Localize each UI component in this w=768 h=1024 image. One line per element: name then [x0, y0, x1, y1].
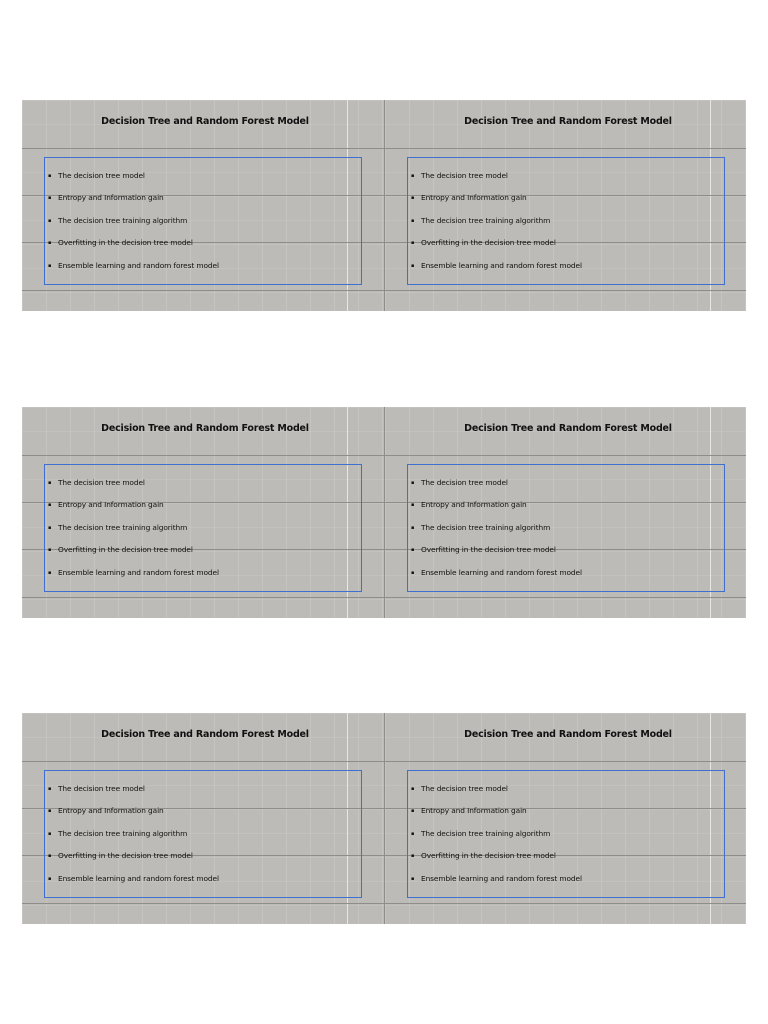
bullet-text: The decision tree model	[421, 478, 508, 487]
bullet-item	[411, 545, 582, 567]
slide-background-line	[385, 903, 746, 904]
bullet-text: The decision tree model	[421, 171, 508, 180]
square-bullet-icon: ▪	[48, 502, 52, 509]
slide-background-line	[22, 148, 384, 149]
bullet-item	[411, 478, 582, 500]
bullet-list	[48, 784, 219, 896]
bullet-item	[411, 216, 582, 238]
bullet-text: The decision tree model	[58, 171, 145, 180]
slide-background-line	[385, 597, 746, 598]
bullet-item	[411, 784, 582, 806]
bullet-text: Entropy and Information gain	[421, 500, 527, 510]
bullet-text: Overfitting in the decision tree model	[58, 545, 193, 555]
square-bullet-icon: ▪	[48, 195, 52, 202]
bullet-item	[48, 568, 219, 590]
square-bullet-icon: ▪	[48, 217, 52, 224]
slide-thumbnail	[384, 100, 746, 311]
slide-title: Decision Tree and Random Forest Model	[101, 423, 309, 434]
bullet-item	[48, 238, 219, 260]
square-bullet-icon: ▪	[411, 786, 415, 792]
bullet-item	[48, 545, 219, 567]
bullet-list	[48, 478, 219, 590]
square-bullet-icon: ▪	[48, 569, 52, 576]
bullet-item	[48, 171, 219, 193]
slide-content-box	[44, 770, 362, 898]
square-bullet-icon: ▪	[411, 262, 415, 269]
bullet-item	[411, 193, 582, 215]
bullet-item	[411, 829, 582, 851]
slide-row	[22, 100, 746, 311]
bullet-text: Ensemble learning and random forest model	[58, 567, 219, 577]
bullet-text: The decision tree training algorithm	[421, 215, 551, 225]
slide-content-box	[407, 464, 725, 592]
slide-content-box	[407, 157, 725, 285]
bullet-item	[411, 851, 582, 873]
square-bullet-icon: ▪	[411, 853, 415, 860]
slide-content-box	[44, 157, 362, 285]
slide-title: Decision Tree and Random Forest Model	[464, 729, 672, 740]
slide-thumbnail	[22, 100, 384, 311]
bullet-text: Entropy and Information gain	[58, 500, 164, 510]
square-bullet-icon: ▪	[48, 786, 52, 792]
square-bullet-icon: ▪	[48, 808, 52, 815]
bullet-text: The decision tree training algorithm	[58, 828, 188, 838]
bullet-text: The decision tree model	[58, 478, 145, 487]
bullet-item	[48, 784, 219, 806]
slide-row	[22, 407, 746, 618]
bullet-text: The decision tree model	[421, 784, 508, 793]
bullet-item	[48, 478, 219, 500]
square-bullet-icon: ▪	[411, 173, 415, 179]
slide-title: Decision Tree and Random Forest Model	[464, 116, 672, 127]
bullet-list	[48, 171, 219, 283]
slide-title: Decision Tree and Random Forest Model	[101, 116, 309, 127]
square-bullet-icon: ▪	[411, 240, 415, 247]
bullet-text: The decision tree training algorithm	[421, 522, 551, 532]
square-bullet-icon: ▪	[48, 173, 52, 179]
square-bullet-icon: ▪	[48, 853, 52, 860]
slide-content-box	[407, 770, 725, 898]
slide-content-box	[44, 464, 362, 592]
bullet-item	[411, 261, 582, 283]
square-bullet-icon: ▪	[411, 830, 415, 837]
square-bullet-icon: ▪	[411, 195, 415, 202]
slide-background-line	[385, 290, 746, 291]
slide-background-line	[22, 455, 384, 456]
bullet-item	[48, 216, 219, 238]
bullet-item	[48, 851, 219, 873]
bullet-text: Overfitting in the decision tree model	[421, 545, 556, 555]
square-bullet-icon: ▪	[411, 502, 415, 509]
square-bullet-icon: ▪	[411, 217, 415, 224]
bullet-item	[48, 523, 219, 545]
bullet-item	[48, 500, 219, 522]
bullet-text: The decision tree training algorithm	[58, 522, 188, 532]
square-bullet-icon: ▪	[48, 875, 52, 882]
bullet-item	[48, 829, 219, 851]
bullet-text: Entropy and Information gain	[58, 193, 164, 203]
bullet-text: Entropy and Information gain	[421, 193, 527, 203]
square-bullet-icon: ▪	[48, 480, 52, 486]
bullet-item	[411, 806, 582, 828]
slide-background-line	[385, 455, 746, 456]
slide-background-line	[385, 761, 746, 762]
bullet-item	[411, 171, 582, 193]
bullet-text: Overfitting in the decision tree model	[58, 851, 193, 861]
square-bullet-icon: ▪	[48, 547, 52, 554]
slide-title: Decision Tree and Random Forest Model	[101, 729, 309, 740]
bullet-text: The decision tree training algorithm	[58, 215, 188, 225]
bullet-item	[48, 874, 219, 896]
bullet-item	[411, 238, 582, 260]
square-bullet-icon: ▪	[48, 262, 52, 269]
bullet-item	[411, 500, 582, 522]
slide-thumbnail	[384, 407, 746, 618]
bullet-item	[411, 523, 582, 545]
slide-background-line	[22, 761, 384, 762]
slide-background-line	[22, 597, 384, 598]
bullet-list	[411, 478, 582, 590]
bullet-list	[411, 784, 582, 896]
slide-thumbnail	[22, 407, 384, 618]
square-bullet-icon: ▪	[411, 547, 415, 554]
bullet-text: Overfitting in the decision tree model	[421, 238, 556, 248]
square-bullet-icon: ▪	[48, 830, 52, 837]
slide-background-line	[22, 290, 384, 291]
bullet-item	[48, 193, 219, 215]
bullet-text: The decision tree training algorithm	[421, 828, 551, 838]
bullet-text: Entropy and Information gain	[58, 806, 164, 816]
slide-title: Decision Tree and Random Forest Model	[464, 423, 672, 434]
bullet-text: Overfitting in the decision tree model	[421, 851, 556, 861]
square-bullet-icon: ▪	[48, 524, 52, 531]
square-bullet-icon: ▪	[411, 808, 415, 815]
bullet-text: Ensemble learning and random forest model	[58, 873, 219, 883]
bullet-item	[411, 568, 582, 590]
slide-background-line	[385, 148, 746, 149]
bullet-text: Entropy and Information gain	[421, 806, 527, 816]
bullet-text: Ensemble learning and random forest model	[421, 873, 582, 883]
bullet-text: Ensemble learning and random forest model	[58, 260, 219, 270]
bullet-text: Ensemble learning and random forest model	[421, 260, 582, 270]
bullet-text: Overfitting in the decision tree model	[58, 238, 193, 248]
bullet-item	[48, 261, 219, 283]
slide-background-line	[22, 903, 384, 904]
square-bullet-icon: ▪	[411, 569, 415, 576]
bullet-text: Ensemble learning and random forest model	[421, 567, 582, 577]
square-bullet-icon: ▪	[48, 240, 52, 247]
bullet-item	[411, 874, 582, 896]
square-bullet-icon: ▪	[411, 524, 415, 531]
slide-thumbnail	[22, 713, 384, 924]
square-bullet-icon: ▪	[411, 875, 415, 882]
bullet-item	[48, 806, 219, 828]
square-bullet-icon: ▪	[411, 480, 415, 486]
bullet-list	[411, 171, 582, 283]
bullet-text: The decision tree model	[58, 784, 145, 793]
slide-thumbnail	[384, 713, 746, 924]
slide-row	[22, 713, 746, 924]
